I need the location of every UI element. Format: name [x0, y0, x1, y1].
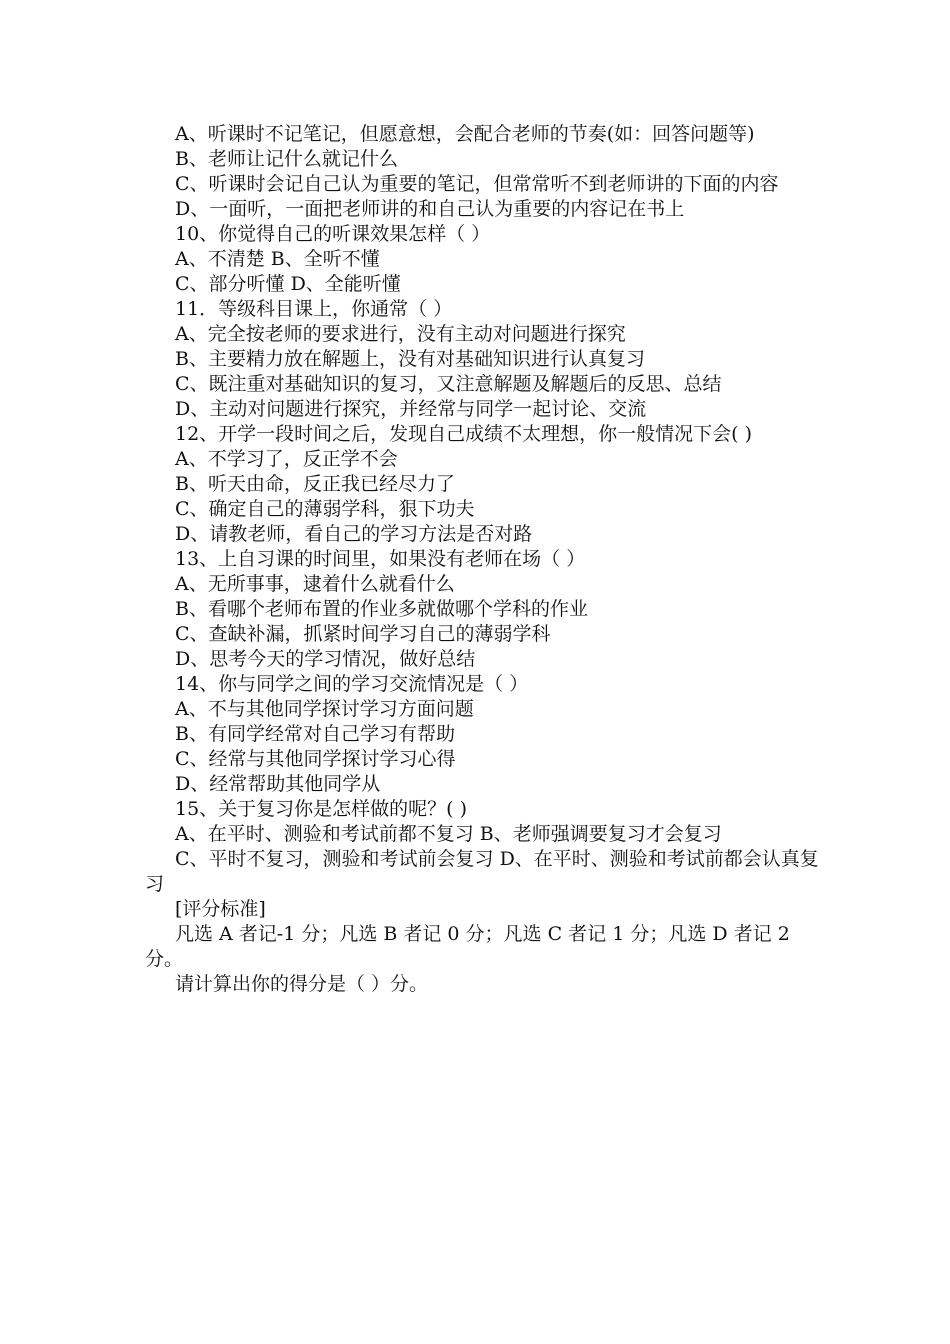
paragraph: B、老师让记什么就记什么	[175, 148, 398, 170]
paragraph: D、主动对问题进行探究，并经常与同学一起讨论、交流	[175, 398, 647, 420]
question-11: 11．等级科目课上，你通常（ ）	[175, 298, 453, 320]
paragraph: A、听课时不记笔记，但愿意想，会配合老师的节奏(如：回答问题等)	[175, 123, 755, 145]
question-13: 13、上自习课的时间里，如果没有老师在场（ ）	[175, 548, 586, 570]
paragraph: B、看哪个老师布置的作业多就做哪个学科的作业	[175, 598, 588, 620]
paragraph: C、平时不复习，测验和考试前会复习 D、在平时、测验和考试前都会认真复习	[145, 848, 819, 895]
paragraph: D、思考今天的学习情况，做好总结	[175, 648, 476, 670]
paragraph: A、在平时、测验和考试前都不复习 B、老师强调要复习才会复习	[175, 823, 722, 845]
scoring-heading: [评分标准]	[175, 898, 266, 920]
question-10: 10、你觉得自己的听课效果怎样（ ）	[175, 223, 491, 245]
score-prompt: 请计算出你的得分是（ ）分。	[175, 973, 429, 995]
paragraph: A、不学习了，反正学不会	[175, 448, 398, 470]
scoring-rule: 凡选 A 者记-1 分；凡选 B 者记 0 分；凡选 C 者记 1 分；凡选 D 者记 2 分。	[145, 923, 796, 970]
question-12: 12、开学一段时间之后，发现自己成绩不太理想，你一般情况下会( )	[175, 423, 753, 445]
paragraph: B、有同学经常对自己学习有帮助	[175, 723, 455, 745]
paragraph: D、经常帮助其他同学从	[175, 773, 381, 795]
paragraph: C、听课时会记自己认为重要的笔记，但常常听不到老师讲的下面的内容	[175, 173, 779, 195]
paragraph: C、确定自己的薄弱学科，狠下功夫	[175, 498, 475, 520]
paragraph: D、请教老师，看自己的学习方法是否对路	[175, 523, 533, 545]
paragraph: C、经常与其他同学探讨学习心得	[175, 748, 456, 770]
paragraph: B、听天由命，反正我已经尽力了	[175, 473, 455, 495]
question-14: 14、你与同学之间的学习交流情况是（ ）	[175, 673, 529, 695]
paragraph: A、不与其他同学探讨学习方面问题	[175, 698, 474, 720]
paragraph: A、不清楚 B、全听不懂	[175, 248, 380, 270]
paragraph: A、无所事事，逮着什么就看什么	[175, 573, 455, 595]
paragraph: C、既注重对基础知识的复习，又注意解题及解题后的反思、总结	[175, 373, 722, 395]
questionnaire-text	[145, 122, 825, 997]
question-15: 15、关于复习你是怎样做的呢？( )	[175, 798, 468, 820]
paragraph: C、部分听懂 D、全能听懂	[175, 273, 401, 295]
paragraph: C、查缺补漏，抓紧时间学习自己的薄弱学科	[175, 623, 551, 645]
paragraph: A、完全按老师的要求进行，没有主动对问题进行探究	[175, 323, 626, 345]
paragraph: B、主要精力放在解题上，没有对基础知识进行认真复习	[175, 348, 645, 370]
paragraph: D、一面听，一面把老师讲的和自己认为重要的内容记在书上	[175, 198, 685, 220]
